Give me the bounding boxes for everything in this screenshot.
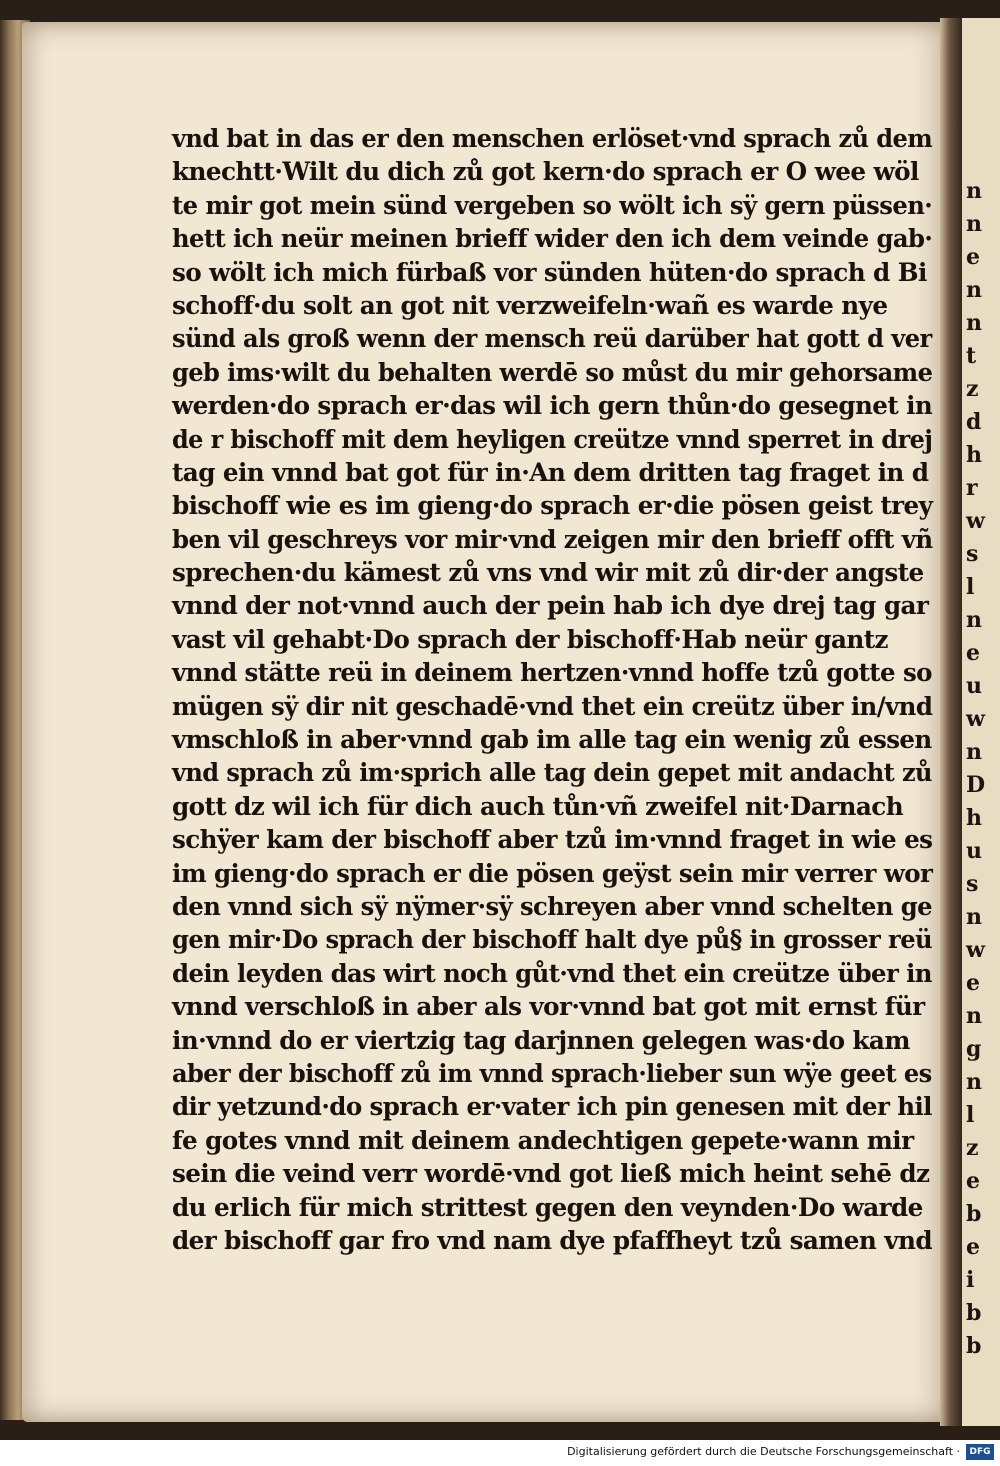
facing-page-fragment: s [966, 871, 979, 897]
left-page [22, 22, 957, 1422]
facing-page-fragment: n [966, 178, 982, 204]
text-line: vmschloß in aber·vnnd gab im alle tag ein wenig zů essen [172, 725, 932, 755]
facing-page-fragment: n [966, 310, 982, 336]
facing-page-fragment: l [966, 574, 975, 600]
facing-page-fragment: e [966, 1234, 980, 1260]
printed-text-block [172, 122, 942, 1257]
funding-credit: Digitalisierung gefördert durch die Deutsche Forschungsgemeinschaft · [567, 1445, 960, 1458]
facing-page-fragment: b [966, 1300, 982, 1326]
facing-page-fragment: u [966, 673, 982, 699]
text-line: gott dz wil ich für dich auch tůn·vñ zweifel nit·Darnach [172, 791, 904, 821]
facing-page-fragment: w [966, 937, 985, 963]
text-line: in·vnnd do er viertzig tag darjnnen gelegen was·do kam [172, 1025, 910, 1055]
facing-page-fragment: b [966, 1333, 982, 1359]
facing-page-fragment: e [966, 1168, 980, 1194]
facing-page-edge [962, 18, 1000, 1426]
facing-page-fragment: h [966, 805, 982, 831]
facing-page-fragment: n [966, 1069, 982, 1095]
facing-page-fragment: n [966, 739, 982, 765]
facing-page-fragment: e [966, 970, 980, 996]
text-line: den vnnd sich sÿ nÿmer·sÿ schreyen aber vnnd schelten ge [172, 891, 932, 921]
text-line: vnd bat in das er den menschen erlöset·vnd sprach zů dem [172, 124, 933, 153]
facing-page-fragment: w [966, 508, 985, 534]
facing-page-fragment: s [966, 541, 979, 567]
facing-page-fragment: n [966, 607, 982, 633]
text-line: de r bischoff mit dem heyligen creütze vnnd sperret in drej [172, 424, 933, 454]
text-line: schoff·du solt an got nit verzweifeln·wañ es warde nye [172, 290, 888, 320]
text-line: werden·do sprach er·das wil ich gern thůn·do gesegnet in [172, 391, 933, 421]
facing-page-fragment: t [966, 343, 977, 369]
text-line: geb ims·wilt du behalten werdē so můst du mir gehorsame [172, 357, 933, 387]
text-line: tag ein vnnd bat got für in·An dem dritten tag fraget in d [172, 457, 929, 487]
text-line: gen mir·Do sprach der bischoff halt dye pů§ in grosser reü [172, 925, 933, 955]
text-line: aber der bischoff zů im vnnd sprach·lieber sun wÿe geet es [172, 1058, 932, 1088]
facing-page-fragment: u [966, 838, 982, 864]
text-line: so wölt ich mich fürbaß vor sünden hüten·do sprach d Bi [172, 257, 927, 287]
text-line: du erlich für mich strittest gegen den veynden·Do warde [172, 1192, 923, 1222]
text-line: te mir got mein sünd vergeben so wölt ich sÿ gern püssen· [172, 190, 933, 220]
facing-page-fragment: e [966, 244, 980, 270]
text-line: vast vil gehabt·Do sprach der bischoff·Hab neür gantz [172, 624, 888, 654]
facing-page-fragment: g [966, 1036, 982, 1062]
text-line: der bischoff gar fro vnd nam dye pfaffheyt tzů samen vnd [172, 1225, 933, 1255]
facing-page-fragment: n [966, 211, 982, 237]
facing-page-fragment: r [966, 475, 978, 501]
facing-page-fragment: n [966, 277, 982, 303]
facing-page-fragment: i [966, 1267, 975, 1293]
facing-page-fragment: n [966, 904, 982, 930]
book-gutter [940, 18, 964, 1426]
text-line: vnnd stätte reü in deinem hertzen·vnnd hoffe tzů gotte so [172, 658, 932, 688]
text-line: ben vil geschreys vor mir·vnd zeigen mir den brieff offt vñ [172, 524, 933, 554]
facing-page-fragment: w [966, 706, 985, 732]
facing-page-fragment: d [966, 409, 982, 435]
facing-page-fragment: e [966, 640, 980, 666]
facing-page-fragment: h [966, 442, 982, 468]
text-line: sünd als groß wenn der mensch reü darüber hat gott d ver [172, 324, 932, 354]
facing-page-fragment: z [966, 1135, 979, 1161]
facing-page-fragment: b [966, 1201, 982, 1227]
facing-page-fragment: l [966, 1102, 975, 1128]
text-line: hett ich neür meinen brieff wider den ich dem veinde gab· [172, 224, 933, 254]
text-line: mügen sÿ dir nit geschadē·vnd thet ein creütz über in/vnd [172, 691, 933, 721]
facing-page-fragment: n [966, 1003, 982, 1029]
facing-page-fragment: z [966, 376, 979, 402]
text-line: sprechen·du kämest zů vns vnd wir mit zů dir·der angste [172, 558, 924, 588]
text-line: vnd sprach zů im·sprich alle tag dein gepet mit andacht zů [172, 758, 932, 788]
text-line: knechtt·Wilt du dich zů got kern·do sprach er O wee wöl [172, 157, 919, 187]
text-line: schÿer kam der bischoff aber tzů im·vnnd fraget in wie es [172, 825, 933, 855]
footer-bar [0, 1440, 1000, 1466]
text-line: dein leyden das wirt noch gůt·vnd thet ein creütze über in [172, 958, 932, 988]
text-line: vnnd der not·vnnd auch der pein hab ich dye drej tag gar [172, 591, 929, 621]
facing-page-fragment: D [966, 772, 986, 798]
text-line: dir yetzund·do sprach er·vater ich pin genesen mit der hil [172, 1092, 932, 1122]
text-line: im gieng·do sprach er die pösen geÿst sein mir verrer wor [172, 858, 933, 888]
text-line: vnnd verschloß in aber als vor·vnnd bat got mit ernst für [172, 992, 925, 1022]
text-line: fe gotes vnnd mit deinem andechtigen gepete·wann mir [172, 1125, 914, 1155]
dfg-logo: DFG [966, 1444, 994, 1460]
text-line: sein die veind verr wordē·vnd got ließ mich heint sehē dz [172, 1159, 930, 1189]
text-line: bischoff wie es im gieng·do sprach er·die pösen geist trey [172, 491, 933, 521]
